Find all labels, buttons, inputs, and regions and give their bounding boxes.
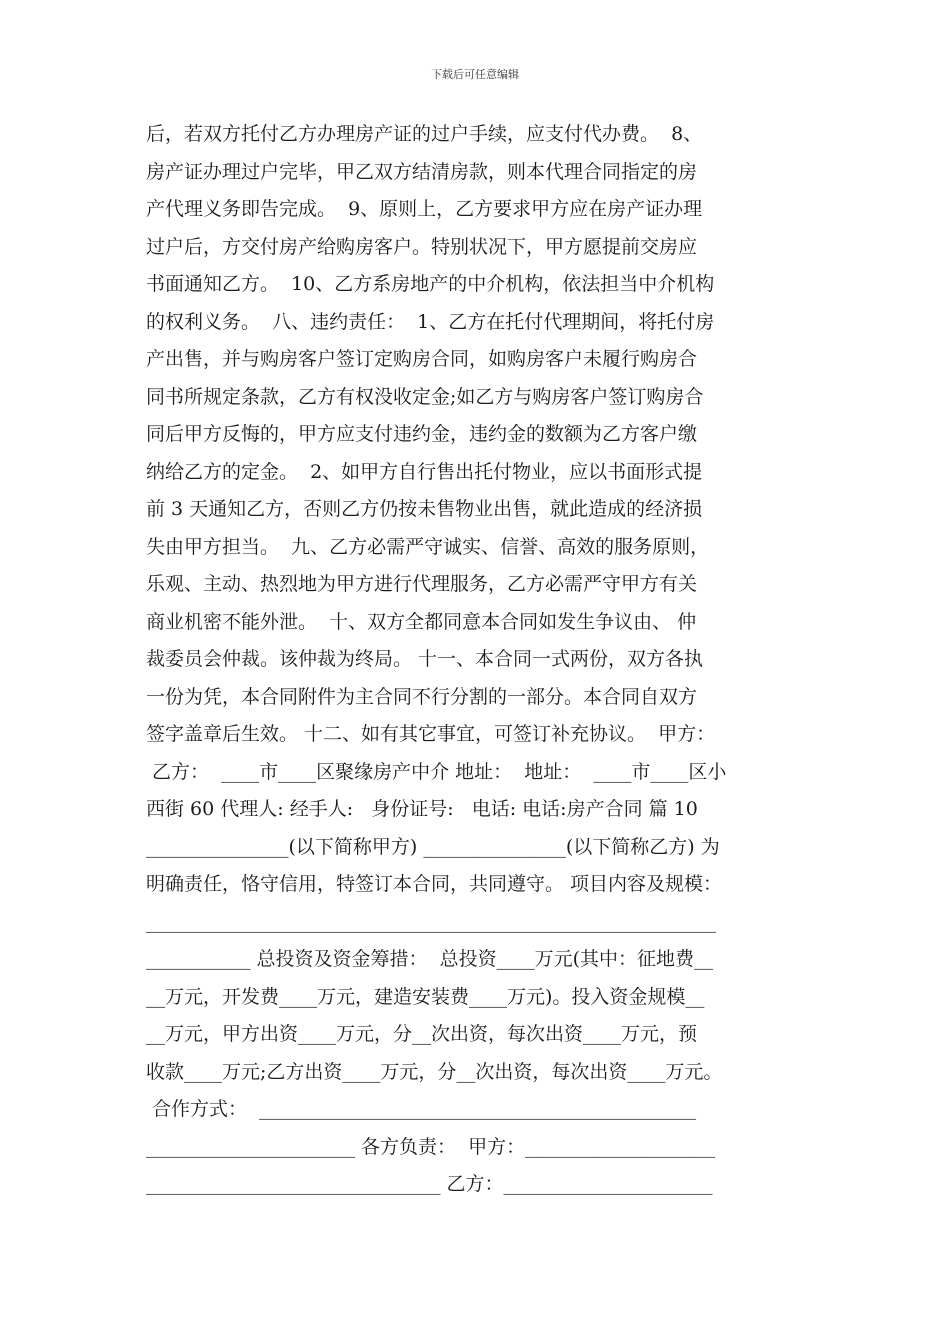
text-line: 商业机密不能外泄。 十、双方全都同意本合同如发生争议由、 仲	[146, 610, 697, 633]
text-line: 签字盖章后生效。 十二、如有其它事宜，可签订补充协议。 甲方：	[146, 723, 716, 745]
text-line: 明确责任，恪守信用，特签订本合同，共同遵守。 项目内容及规模：	[146, 873, 723, 895]
text-line: 裁委员会仲裁。该仲裁为终局。 十一、本合同一式两份，双方各执	[146, 648, 704, 670]
text-line: 收款____万元;乙方出资____万元，分__次出资，每次出资____万元。	[146, 1060, 723, 1083]
text-line: 一份为凭，本合同附件为主合同不行分割的一部分。本合同自双方	[146, 685, 698, 708]
text-line: _______________________________ 乙方：______________________	[146, 1173, 713, 1195]
text-line: 后，若双方托付乙方办理房产证的过户手续，应支付代办费。 8、	[146, 123, 703, 145]
text-line: ______________________ 各方负责： 甲方：____________________	[146, 1135, 716, 1158]
text-line: 乐观、主动、热烈地为甲方进行代理服务，乙方必需严守甲方有关	[146, 573, 698, 595]
text-line: 西街 60 代理人: 经手人: 身份证号: 电话: 电话:房产合同 篇 10	[146, 798, 698, 820]
text-line: 前 3 天通知乙方，否则乙方仍按未售物业出售，就此造成的经济损	[146, 498, 703, 520]
text-line: 产代理义务即告完成。 9、原则上，乙方要求甲方应在房产证办理	[146, 198, 703, 220]
text-line: 产出售，并与购房客户签订定购房合同，如购房客户未履行购房合	[146, 348, 698, 370]
text-line: 房产证办理过户完毕，甲乙双方结清房款，则本代理合同指定的房	[146, 160, 698, 183]
text-line: 同后甲方反悔的，甲方应支付违约金，违约金的数额为乙方客户缴	[146, 423, 698, 445]
text-line: 的权利义务。 八、违约责任： 1、乙方在托付代理期间，将托付房	[146, 310, 715, 333]
text-line: 同书所规定条款，乙方有权没收定金;如乙方与购房客户签订购房合	[146, 385, 704, 408]
text-line: ____________________________________________________________	[146, 910, 716, 933]
text-line: 纳给乙方的定金。 2、如甲方自行售出托付物业，应以书面形式提	[146, 460, 703, 483]
text-line: ___________ 总投资及资金筹措： 总投资____万元(其中：征地费__	[146, 948, 714, 970]
text-line: 乙方： ____市____区聚缘房产中介 地址： 地址： ____市____区小	[146, 760, 727, 783]
text-line: __万元，开发费____万元，建造安装费____万元)。投入资金规模__	[146, 985, 705, 1008]
page-header: 下载后可任意编辑	[431, 68, 519, 81]
text-line: 失由甲方担当。 九、乙方必需严守诚实、信誉、高效的服务原则，	[146, 535, 710, 558]
document-body	[146, 116, 826, 1204]
text-line: 书面通知乙方。 10、乙方系房地产的中介机构，依法担当中介机构	[146, 273, 715, 295]
text-line: __万元，甲方出资____万元，分__次出资，每次出资____万元，预	[146, 1023, 698, 1045]
text-line: _______________(以下简称甲方) _______________(以下简称乙方) 为	[146, 835, 720, 858]
text-line: 过户后，方交付房产给购房客户。特别状况下，甲方愿提前交房应	[146, 235, 698, 258]
text-line: 合作方式： ______________________________________________	[146, 1098, 697, 1120]
